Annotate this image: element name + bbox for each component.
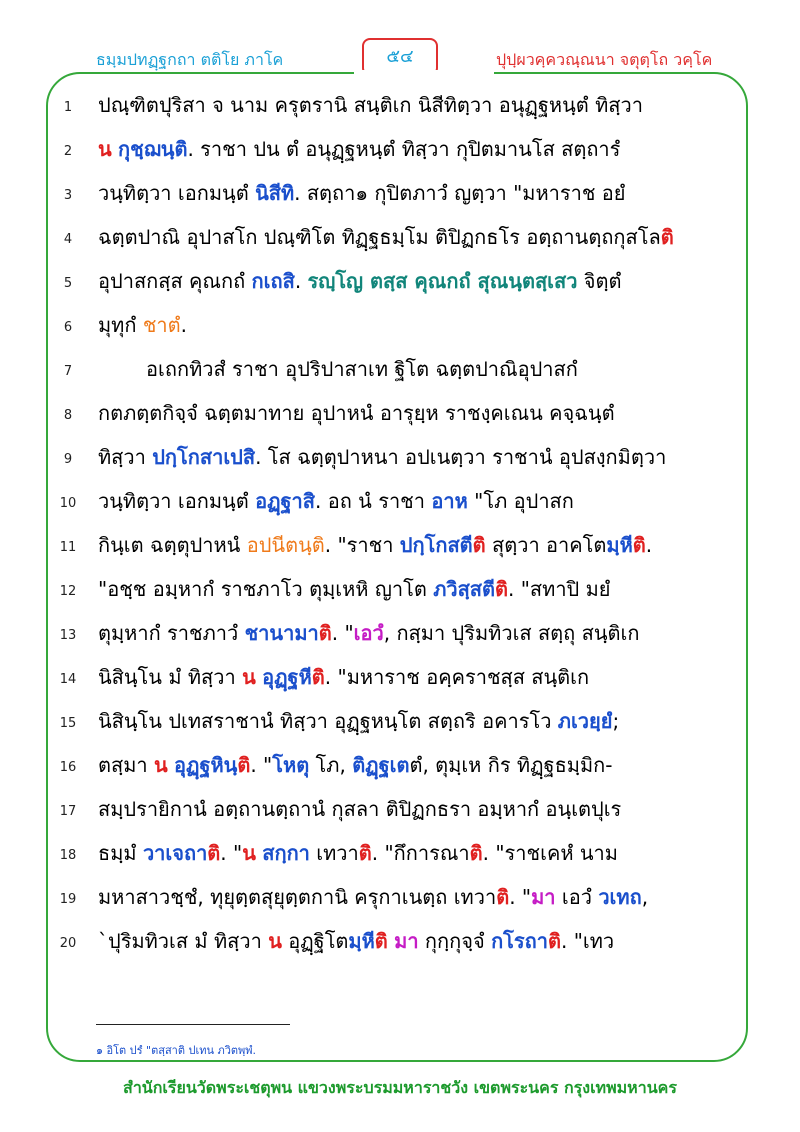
highlighted-word: ติ: [548, 929, 561, 953]
highlighted-word: ติ: [472, 533, 486, 557]
highlighted-word: ติ: [358, 841, 372, 865]
text-segment: อเถกทิวสํ ราชา อุปริปาสาเท ฐิโต ฉตฺตปาณิอุปาสกํ: [146, 357, 578, 381]
highlighted-word: ติฏฺฐเต: [352, 753, 410, 777]
page-number: ๕๔: [362, 38, 438, 76]
text-line: [48, 436, 738, 480]
text-segment: จิตฺตํ: [577, 269, 622, 293]
highlighted-word: ติ: [237, 753, 251, 777]
line-text: [98, 486, 738, 516]
text-segment: ,: [641, 885, 649, 909]
text-segment: . "กึการณา: [371, 841, 470, 865]
line-text: [98, 354, 738, 384]
text-segment: อุฏฺฐิโต: [281, 929, 349, 953]
line-text: [98, 266, 738, 296]
highlighted-word: อุฏฺฐหี: [262, 665, 312, 689]
highlighted-word: นิสีทิ: [255, 181, 295, 205]
line-text: [98, 926, 738, 956]
book-title: ธมฺมปทฏฺฐกถา ตติโย ภาโค: [96, 50, 284, 69]
line-text: [98, 442, 738, 472]
text-segment: . ราชา ปน ตํ อนุฏฺฐหนฺตํ ทิสฺวา กุปิตมานโส สตฺถารํ: [187, 137, 621, 161]
text-line: [48, 304, 738, 348]
text-segment: นิสินฺโน ปเทสราชานํ ทิสฺวา อุฏฺฐหนฺโต สตฺถริ อคารโว: [98, 709, 558, 733]
text-line: [48, 788, 738, 832]
text-segment: ปณฺฑิตปุริสา จ นาม ครุตรานิ สนฺติเก นิสีทิตฺวา อนุฏฺฐหนฺตํ ทิสฺวา: [98, 93, 643, 117]
highlighted-word: ติ: [496, 885, 510, 909]
line-text: [98, 530, 738, 560]
line-text: [98, 90, 738, 120]
line-text: [98, 794, 738, 824]
text-segment: . "มหาราช อคฺคราชสฺส สนฺติเก: [324, 665, 590, 689]
highlighted-word: มฺหี: [606, 533, 633, 557]
text-line: [48, 524, 738, 568]
text-line: [48, 744, 738, 788]
line-text: [98, 222, 738, 252]
text-segment: . "ราชเคหํ นาม: [482, 841, 618, 865]
highlighted-word: ติ: [311, 665, 325, 689]
line-text: [98, 398, 738, 428]
line-text: [98, 662, 738, 692]
text-line: [48, 876, 738, 920]
line-text: [98, 310, 738, 340]
line-number: 16: [59, 760, 77, 775]
line-number: 14: [59, 672, 77, 687]
line-text: [98, 618, 738, 648]
line-number: 1: [63, 100, 73, 115]
highlighted-word: วเทถ: [598, 885, 642, 909]
highlighted-word: ติ: [374, 929, 388, 953]
text-segment: ตสฺมา: [98, 753, 154, 777]
text-segment: . "สทาปิ มยํ: [508, 577, 611, 601]
frame-gap: [354, 70, 494, 78]
footnote: ๑ อิโต ปรํ "ตสฺสาติ ปเทน ภวิตพฺพํ.: [96, 1044, 257, 1057]
highlighted-word: ติ: [495, 577, 509, 601]
text-segment: สุตฺวา อาคโต: [485, 533, 607, 557]
text-segment: อุปาสกสฺส คุณกถํ: [98, 269, 252, 293]
text-segment: . "ราชา: [324, 533, 400, 557]
text-segment: "โภ อุปาสก: [467, 489, 574, 513]
line-number: 2: [63, 144, 73, 159]
highlighted-word: ติ: [632, 533, 646, 557]
text-line: [48, 172, 738, 216]
line-text: [98, 706, 738, 736]
highlighted-word: น: [242, 841, 256, 865]
text-segment: `ปุริมทิวเส มํ ทิสฺวา: [98, 929, 269, 953]
text-segment: . "เทว: [561, 929, 615, 953]
line-number: 18: [59, 848, 77, 863]
text-line: [48, 700, 738, 744]
highlighted-word: น: [268, 929, 282, 953]
highlighted-word: เอวํ: [353, 621, 384, 645]
text-segment: .: [180, 313, 187, 337]
text-line: [48, 392, 738, 436]
line-number: 7: [63, 364, 73, 379]
text-line: [48, 568, 738, 612]
text-segment: ฉตฺตปาณิ อุปาสโก ปณฺฑิโต ทิฏฺฐธมฺโม ติปิฏกธโร อตฺถานตฺถกุสโล: [98, 225, 661, 249]
line-number: 10: [59, 496, 77, 511]
text-line: [48, 348, 738, 392]
line-text: [98, 178, 738, 208]
text-segment: ธมฺมํ: [98, 841, 143, 865]
line-number: 6: [63, 320, 73, 335]
text-segment: , กสฺมา ปุริมทิวเส สตฺถุ สนฺติเก: [383, 621, 640, 645]
text-segment: กินฺเต ฉตฺตุปาหนํ: [98, 533, 247, 557]
text-segment: มุทุกํ: [98, 313, 143, 337]
text-line: [48, 656, 738, 700]
highlighted-word: ภวิสฺสตี: [433, 577, 496, 601]
text-line: [48, 920, 738, 964]
text-segment: . ": [331, 621, 354, 645]
text-segment: วนฺทิตฺวา เอกมนฺตํ: [98, 489, 256, 513]
line-number: 20: [59, 936, 77, 951]
text-segment: มหาสาวชฺชํ, ทุยุตฺตสุยุตฺตกานิ ครุกาเนตฺถ เทวา: [98, 885, 497, 909]
text-segment: เอวํ: [555, 885, 599, 909]
text-segment: ;: [612, 709, 620, 733]
text-segment: .: [294, 269, 308, 293]
line-number: 5: [63, 276, 73, 291]
text-segment: . ": [509, 885, 532, 909]
text-segment: . ": [250, 753, 273, 777]
highlighted-word: อฏฺฐาสิ: [255, 489, 315, 513]
highlighted-word: น: [98, 137, 112, 161]
text-segment: นิสินฺโน มํ ทิสฺวา: [98, 665, 243, 689]
text-line: [48, 128, 738, 172]
text-line: [48, 612, 738, 656]
line-number: 12: [59, 584, 77, 599]
highlighted-word: อาห: [431, 489, 468, 513]
text-segment: ตุมฺหากํ ราชภาวํ: [98, 621, 245, 645]
line-text: [98, 750, 738, 780]
line-text: [98, 838, 738, 868]
highlighted-word: ติ: [318, 621, 332, 645]
text-segment: . อถ นํ ราชา: [314, 489, 432, 513]
highlighted-word: น: [153, 753, 168, 777]
line-text: [98, 134, 738, 164]
highlighted-word: กเถสิ: [251, 269, 295, 293]
text-line: [48, 480, 738, 524]
line-number: 4: [63, 232, 73, 247]
highlighted-word: กุชฺฌนฺติ: [118, 137, 188, 161]
highlighted-word: รญฺโญ ตสฺส คุณกถํ สุณนฺตสฺเสว: [307, 269, 578, 293]
highlighted-word: ภเวยฺยํ: [557, 709, 613, 733]
highlighted-word: อปนีตนฺติ: [246, 533, 325, 557]
highlighted-word: ปกฺโกสาเปสิ: [152, 445, 256, 469]
line-text: [98, 882, 738, 912]
text-line: [48, 260, 738, 304]
text-segment: . ": [220, 841, 243, 865]
highlighted-word: สกฺกา: [262, 841, 310, 865]
line-text: [98, 574, 738, 604]
text-segment: ตํ, ตุมฺเห กิร ทิฏฺฐธมฺมิก-: [409, 753, 613, 777]
text-segment: กตภตฺตกิจฺจํ ฉตฺตมาทาย อุปาหนํ อารุยฺห ราชงฺคเณน คจฺฉนฺตํ: [98, 401, 615, 425]
text-body: [48, 84, 738, 964]
line-number: 13: [59, 628, 77, 643]
text-line: [48, 832, 738, 876]
text-line: [48, 216, 738, 260]
highlighted-word: น: [242, 665, 256, 689]
highlighted-word: ชานามา: [244, 621, 319, 645]
text-segment: .: [645, 533, 653, 557]
highlighted-word: มา: [531, 885, 556, 909]
line-number: 11: [59, 540, 77, 555]
line-number: 8: [63, 408, 73, 423]
line-number: 17: [59, 804, 77, 819]
line-number: 3: [63, 188, 73, 203]
highlighted-word: โหตุ: [272, 753, 310, 777]
text-segment: . สตฺถา๑ กุปิตภาวํ ญตฺวา "มหาราช อยํ: [294, 181, 626, 205]
highlighted-word: ชาตํ: [142, 313, 181, 337]
text-segment: "อชฺช อมฺหากํ ราชภาโว ตุมฺเหหิ ญาโต: [98, 577, 434, 601]
chapter-title: ปุปฺผวคฺควณฺณนา จตุตฺโถ วคฺโค: [496, 50, 713, 69]
highlighted-word: มา: [394, 929, 419, 953]
line-number: 19: [59, 892, 77, 907]
highlighted-word: ติ: [660, 225, 674, 249]
highlighted-word: วาเจถา: [142, 841, 208, 865]
footnote-divider: [96, 1024, 290, 1025]
text-segment: ทิสฺวา: [98, 445, 153, 469]
line-number: 15: [59, 716, 77, 731]
highlighted-word: กโรถา: [491, 929, 548, 953]
line-number: 9: [63, 452, 73, 467]
text-segment: . โส ฉตฺตุปาหนา อปเนตฺวา ราชานํ อุปสงฺกมิตฺวา: [255, 445, 667, 469]
text-segment: โภ,: [309, 753, 353, 777]
text-segment: กุกฺกุจฺจํ: [418, 929, 492, 953]
text-line: [48, 84, 738, 128]
highlighted-word: อุฏฺฐหินฺ: [174, 753, 238, 777]
highlighted-word: มฺหี: [348, 929, 375, 953]
text-segment: เทวา: [309, 841, 359, 865]
text-segment: วนฺทิตฺวา เอกมนฺตํ: [98, 181, 256, 205]
highlighted-word: ปกฺโกสตี: [399, 533, 473, 557]
page-footer: สำนักเรียนวัดพระเชตุพน แขวงพระบรมมหาราชวัง เขตพระนคร กรุงเทพมหานคร: [123, 1078, 677, 1097]
highlighted-word: ติ: [207, 841, 221, 865]
highlighted-word: ติ: [469, 841, 483, 865]
text-segment: สมฺปรายิกานํ อตฺถานตฺถานํ กุสลา ติปิฏกธรา อมฺหากํ อนฺเตปุเร: [98, 797, 622, 821]
